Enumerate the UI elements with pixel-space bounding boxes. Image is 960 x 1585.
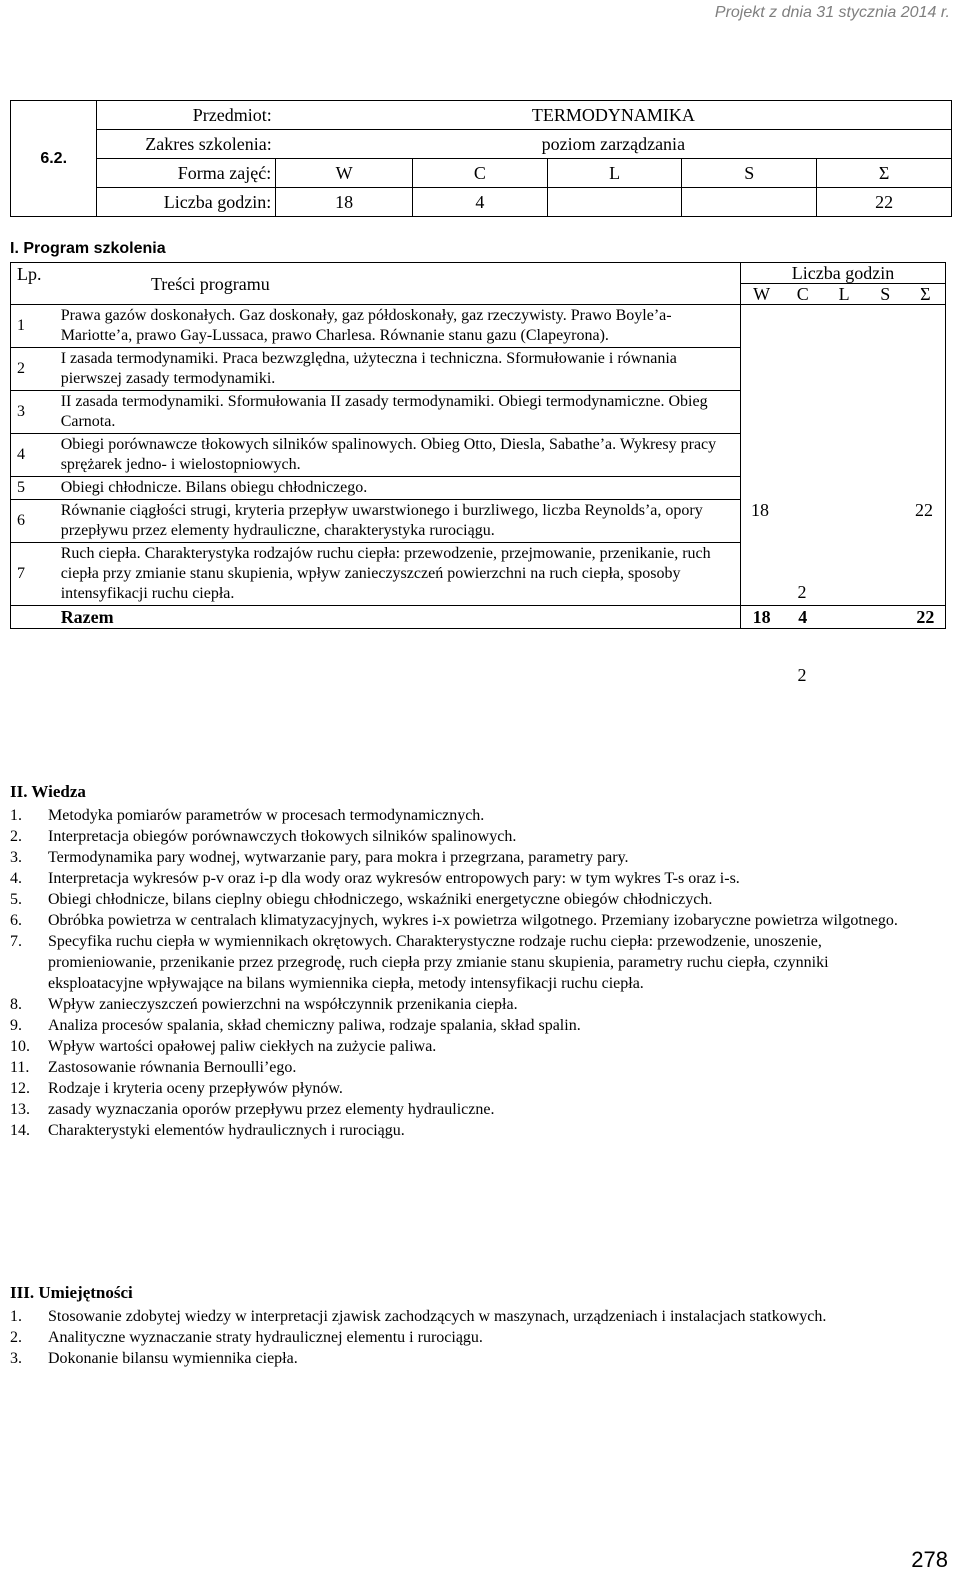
row7-c-hours: 2 xyxy=(797,665,807,685)
hours-sum: 22 xyxy=(817,188,952,217)
form-s: S xyxy=(682,159,817,188)
col-lp-header: Lp. xyxy=(11,263,57,305)
col-content-header: Treści programu xyxy=(57,263,741,305)
list-item: 11. Zastosowanie równania Bernoulli’ego. xyxy=(10,1059,297,1076)
row-text: Obiegi chłodnicze. Bilans obiegu chłodniczego. xyxy=(57,477,741,500)
group-w-hours: 18 xyxy=(751,500,769,520)
document-header: Projekt z dnia 31 stycznia 2014 r. xyxy=(714,4,950,21)
wiedza-title: II. Wiedza xyxy=(10,782,86,801)
list-item: 3. Dokonanie bilansu wymiennika ciepła. xyxy=(10,1350,298,1367)
row-text: II zasada termodynamiki. Sformułowania II zasady termodynamiki. Obiegi termodynamiczne. Obieg Carnota. xyxy=(57,391,741,434)
scope-label: Zakres szkolenia: xyxy=(97,130,276,159)
row-lp: 5 xyxy=(11,477,57,500)
col-s: S xyxy=(865,284,906,305)
col-sum: Σ xyxy=(906,284,946,305)
hours-c: 4 xyxy=(412,188,547,217)
list-item: 13. zasady wyznaczania oporów przepływu przez elementy hydrauliczne. xyxy=(10,1101,495,1118)
form-w: W xyxy=(276,159,413,188)
row-text: Ruch ciepła. Charakterystyka rodzajów ruchu ciepła: przewodzenie, przejmowanie, przenikanie, ruch ciepła przy zmianie stanu skupienia, wpływ zanieczyszczeń powierzchni na ruch ciepła, sposoby intensyfikacji ruchu ciepła. xyxy=(57,543,741,606)
col-w: W xyxy=(741,284,783,305)
hours-area xyxy=(741,305,946,606)
hours-w: 18 xyxy=(276,188,413,217)
total-sum: 22 xyxy=(906,606,946,629)
hours-l xyxy=(547,188,682,217)
form-c: C xyxy=(412,159,547,188)
list-item: 7. Specyfika ruchu ciepła w wymiennikach okrętowych. Charakterystyczne rodzaje ruchu ciepła: przewodzenie, unoszenie, promieniowanie, przenikanie przez przegrodę, ruch ciepła przy zmianie stanu skupienia, parametry ruchu ciepła, czynniki eksploatacyjne wpływające na bilans wymiennika ciepła, metody intensyfikacji ruchu ciepła. xyxy=(10,933,829,992)
list-item: 4. Interpretacja wykresów p-v oraz i-p dla wody oraz wykresów entropowych pary: w tym wykres T-s oraz i-s. xyxy=(10,870,740,887)
hours-label: Liczba godzin: xyxy=(97,188,276,217)
row-text: Równanie ciągłości strugi, kryteria przepływ uwarstwionego i burzliwego, liczba Reynolds’a, opory przepływu przez elementy hydrauliczne, charakterystyka rurociągu. xyxy=(57,500,741,543)
row-text: Obiegi porównawcze tłokowych silników spalinowych. Obieg Otto, Diesla, Sabathe’a. Wykresy pracy sprężarek jedno- i wielostopniowych. xyxy=(57,434,741,477)
hours-s xyxy=(682,188,817,217)
row6-c-hours: 2 xyxy=(797,582,807,602)
total-c: 4 xyxy=(782,606,823,629)
umiejetnosci-title: III. Umiejętności xyxy=(10,1283,133,1302)
list-item: 14. Charakterystyki elementów hydraulicznych i rurociągu. xyxy=(10,1122,405,1139)
program-table xyxy=(10,262,946,629)
list-item: 1. Metodyka pomiarów parametrów w procesach termodynamicznych. xyxy=(10,807,485,824)
page-number: 278 xyxy=(911,1547,948,1572)
list-item: 1. Stosowanie zdobytej wiedzy w interpretacji zjawisk zachodzących w maszynach, urządzeniach i instalacjach statkowych. xyxy=(10,1308,827,1325)
list-item: 6. Obróbka powietrza w centralach klimatyzacyjnych, wykres i-x powietrza wilgotnego. Przemiany izobaryczne powietrza wilgotnego. xyxy=(10,912,898,929)
list-item: 12. Rodzaje i kryteria oceny przepływów płynów. xyxy=(10,1080,343,1097)
row-lp: 1 xyxy=(11,305,57,348)
form-label: Forma zajęć: xyxy=(97,159,276,188)
row-lp: 6 xyxy=(11,500,57,543)
scope-value: poziom zarządzania xyxy=(276,130,952,159)
row-lp: 2 xyxy=(11,348,57,391)
list-item: 2. Interpretacja obiegów porównawczych tłokowych silników spalinowych. xyxy=(10,828,517,845)
row-text: I zasada termodynamiki. Praca bezwzględna, użyteczna i techniczna. Sformułowanie i równania pierwszej zasady termodynamiki. xyxy=(57,348,741,391)
list-item: 5. Obiegi chłodnicze, bilans cieplny obiegu chłodniczego, wskaźniki energetyczne obiegów chłodniczych. xyxy=(10,891,713,908)
row-lp: 3 xyxy=(11,391,57,434)
subject-name: TERMODYNAMIKA xyxy=(276,101,952,130)
row-lp: 7 xyxy=(11,543,57,606)
row-text: Prawa gazów doskonałych. Gaz doskonały, gaz półdoskonały, gaz rzeczywisty. Prawo Boyle’a-Mariotte’a, prawo Gay-Lussaca, prawo Charlesa. Równanie stanu gazu (Clapeyrona). xyxy=(57,305,741,348)
list-item: 2. Analityczne wyznaczanie straty hydraulicznej elementu i rurociągu. xyxy=(10,1329,483,1346)
list-item: 8. Wpływ zanieczyszczeń powierzchni na współczynnik przenikania ciepła. xyxy=(10,996,518,1013)
subject-table xyxy=(10,100,952,217)
group-sum-hours: 22 xyxy=(915,500,933,520)
form-sum: Σ xyxy=(817,159,952,188)
program-title: I. Program szkolenia xyxy=(10,240,166,257)
col-l: L xyxy=(823,284,864,305)
total-w: 18 xyxy=(741,606,783,629)
list-item: 3. Termodynamika pary wodnej, wytwarzanie pary, para mokra i przegrzana, parametry pary. xyxy=(10,849,629,866)
umiejetnosci-list xyxy=(10,1306,890,1369)
subject-number: 6.2. xyxy=(11,101,97,217)
wiedza-list xyxy=(10,805,910,1141)
col-c: C xyxy=(782,284,823,305)
row-lp: 4 xyxy=(11,434,57,477)
list-item: 9. Analiza procesów spalania, skład chemiczny paliwa, rodzaje spalania, skład spalin. xyxy=(10,1017,581,1034)
list-item: 10. Wpływ wartości opałowej paliw ciekłych na zużycie paliwa. xyxy=(10,1038,437,1055)
form-l: L xyxy=(547,159,682,188)
total-label: Razem xyxy=(57,606,741,629)
col-hours-header: Liczba godzin xyxy=(741,263,946,284)
subject-label: Przedmiot: xyxy=(97,101,276,130)
